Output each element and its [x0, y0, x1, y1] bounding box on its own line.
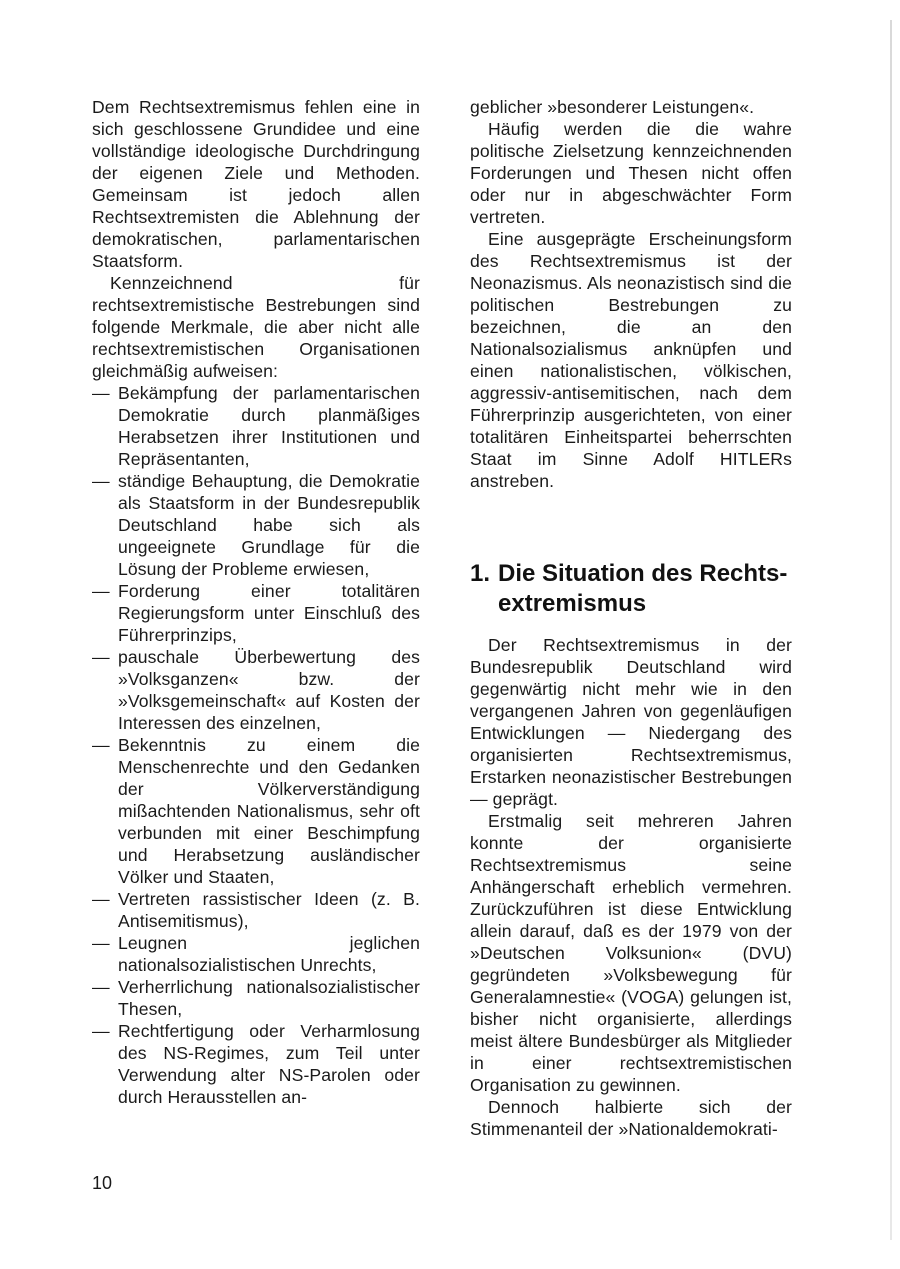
- section-number: 1.: [470, 560, 491, 587]
- list-item: — Leugnen jeglichen nationalsozialistischen Unrechts,: [92, 932, 420, 976]
- characteristics-list: [92, 382, 420, 1108]
- list-item: — Verherrlichung nationalsozialistischer Thesen,: [92, 976, 420, 1020]
- section-title-line1: Die Situation des Rechts-: [498, 560, 788, 587]
- list-item: — Rechtfertigung oder Verharmlosung des NS-Regimes, zum Teil unter Verwendung alter NS-Parolen oder durch Herausstellen an-: [92, 1020, 420, 1108]
- page-edge-shadow: [890, 20, 892, 1240]
- list-item: — pauschale Überbewertung des »Volksganzen« bzw. der »Volksgemeinschaft« auf Kosten der Interessen des einzelnen,: [92, 646, 420, 734]
- characteristics-paragraph: Kennzeichnend für rechtsextremistische Bestrebungen sind folgende Merkmale, die aber nicht alle rechtsextremistischen Organisationen gleichmäßig aufweisen:: [92, 273, 420, 381]
- paragraph: Häufig werden die die wahre politische Zielsetzung kennzeichnenden Forderungen und Thesen nicht offen oder nur in abgeschwächter Form vertreten.: [470, 119, 792, 227]
- left-column: [92, 96, 420, 1108]
- continued-paragraph: geblicher »besonderer Leistungen«.: [470, 97, 755, 117]
- list-item: — ständige Behauptung, die Demokratie als Staatsform in der Bundesrepublik Deutschland habe sich als ungeeignete Grundlage für die Lösung der Probleme erwiesen,: [92, 470, 420, 580]
- right-column-top: [470, 96, 792, 492]
- intro-paragraph: Dem Rechtsextremismus fehlen eine in sich geschlossene Grundidee und eine vollständige ideologische Durchdringung der eigenen Ziele und Methoden. Gemeinsam ist jedoch allen Rechtsextremisten die Ablehnung der demokratischen, parlamentarischen Staatsform.: [92, 97, 420, 271]
- section-paragraph: Erstmalig seit mehreren Jahren konnte der organisierte Rechtsextremismus seine Anhängerschaft erheblich vermehren. Zurückzuführen ist diese Entwicklung allein darauf, daß es der 1979 von der »Deutschen Volksunion« (DVU) gegründeten »Volksbewegung für Generalamnestie« (VOGA) gelungen ist, bisher nicht organisierte, allerdings meist ältere Bundesbürger als Mitglieder in einer rechtsextremistischen Organisation zu gewinnen.: [470, 811, 792, 1095]
- section-heading: [470, 559, 800, 619]
- section-title-line2: extremismus: [498, 590, 647, 617]
- section-paragraph: Dennoch halbierte sich der Stimmenanteil der »Nationaldemokrati-: [470, 1097, 792, 1139]
- list-item: — Vertreten rassistischer Ideen (z. B. Antisemitismus),: [92, 888, 420, 932]
- right-column-section: [470, 634, 792, 1140]
- page-number: 10: [92, 1173, 113, 1193]
- neonazism-paragraph: Eine ausgeprägte Erscheinungsform des Rechtsextremismus ist der Neonazismus. Als neonazistisch sind die politischen Bestrebungen zu bezeichnen, die an den Nationalsozialismus anknüpfen und einen nationalistischen, völkischen, aggressiv-antisemitischen, nach dem Führerprinzip ausgerichteten, von einer totalitären Einheitspartei beherrschten Staat im Sinne Adolf HITLERs anstreben.: [470, 229, 792, 491]
- list-item: — Bekenntnis zu einem die Menschenrechte und den Gedanken der Völkerverständigung mißachtenden Nationalismus, sehr oft verbunden mit einer Beschimpfung und Herabsetzung ausländischer Völker und Staaten,: [92, 734, 420, 888]
- list-item: — Bekämpfung der parlamentarischen Demokratie durch planmäßiges Herabsetzen ihrer Institutionen und Repräsentanten,: [92, 382, 420, 470]
- list-item: — Forderung einer totalitären Regierungsform unter Einschluß des Führerprinzips,: [92, 580, 420, 646]
- section-paragraph: Der Rechtsextremismus in der Bundesrepublik Deutschland wird gegenwärtig nicht mehr wie in den vergangenen Jahren von gegenläufigen Entwicklungen — Niedergang des organisierten Rechtsextremismus, Erstarken neonazistischer Bestrebungen — geprägt.: [470, 635, 792, 809]
